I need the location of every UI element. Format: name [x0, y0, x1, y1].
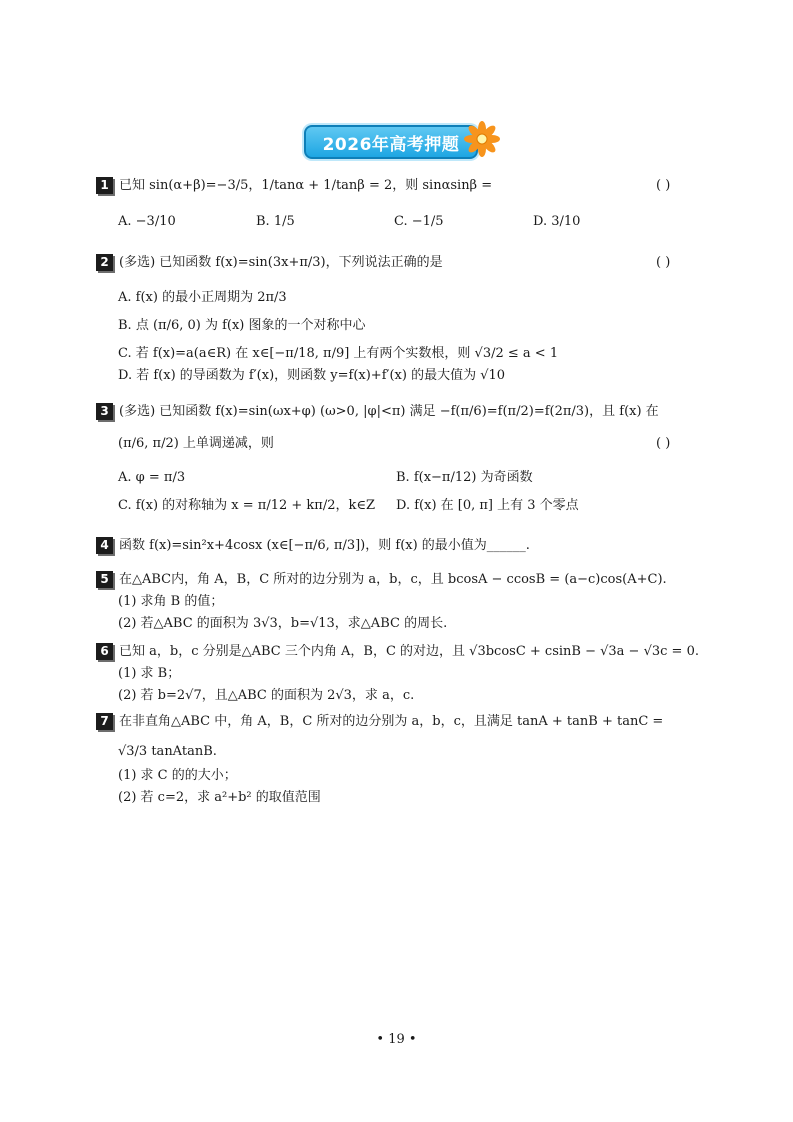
- question-5-stem: [96, 570, 667, 590]
- page-number: • 19 •: [376, 1032, 417, 1047]
- answer-paren: ( ): [656, 255, 671, 270]
- question-4-stem: [96, 536, 530, 556]
- sub-question: (2) 若△ABC 的面积为 3√3，b=√13，求△ABC 的周长.: [118, 616, 448, 631]
- sub-question: (2) 若 c=2，求 a²+b² 的取值范围: [118, 790, 321, 805]
- question-1-stem: [96, 176, 492, 196]
- option-a: A. φ = π/3: [118, 470, 186, 485]
- question-number: 3: [96, 403, 113, 420]
- answer-paren: ( ): [656, 436, 671, 451]
- sub-question: (1) 求 C 的的大小；: [118, 768, 237, 783]
- question-text: 已知 sin(α+β)=−3/5，1/tanα + 1/tanβ = 2，则 sinαsinβ =: [119, 178, 493, 193]
- option-d: D. 3/10: [533, 214, 581, 229]
- option-c: C. 若 f(x)=a(a∈R) 在 x∈[−π/18, π/9] 上有两个实数根，则 √3/2 ≤ a < 1: [118, 346, 559, 361]
- title-banner: [304, 121, 494, 157]
- question-number: 5: [96, 571, 113, 588]
- page-title: 2026年高考押题: [304, 125, 478, 159]
- option-c: C. −1/5: [394, 214, 444, 229]
- answer-paren: ( ): [656, 178, 671, 193]
- option-b: B. 1/5: [256, 214, 295, 229]
- option-b: B. 点 (π/6, 0) 为 f(x) 图象的一个对称中心: [118, 318, 366, 333]
- question-3-stem-cont: (π/6, π/2) 上单调递减，则: [118, 436, 274, 451]
- question-7-stem-cont: √3/3 tanAtanB.: [118, 744, 217, 759]
- question-3-stem: [96, 402, 659, 422]
- option-d: D. 若 f(x) 的导函数为 f′(x)，则函数 y=f(x)+f′(x) 的最大值为 √10: [118, 368, 506, 383]
- sub-question: (2) 若 b=2√7，且△ABC 的面积为 2√3，求 a，c.: [118, 688, 415, 703]
- question-text: 函数 f(x)=sin²x+4cosx (x∈[−π/6, π/3])，则 f(x) 的最小值为______.: [119, 538, 530, 553]
- question-7-stem: [96, 712, 663, 732]
- option-d: D. f(x) 在 [0, π] 上有 3 个零点: [396, 498, 579, 513]
- question-text: 在非直角△ABC 中，角 A，B，C 所对的边分别为 a，b，c，且满足 tanA + tanB + tanC =: [119, 714, 664, 729]
- question-2-stem: [96, 253, 443, 273]
- question-text: 在△ABC内，角 A，B，C 所对的边分别为 a，b，c，且 bcosA − ccosB = (a−c)cos(A+C).: [119, 572, 667, 587]
- question-text: 已知 a，b，c 分别是△ABC 三个内角 A，B，C 的对边，且 √3bcosC + csinB − √3a − √3c = 0.: [119, 644, 699, 659]
- question-number: 6: [96, 643, 113, 660]
- question-text: (多选) 已知函数 f(x)=sin(3x+π/3)，下列说法正确的是: [119, 255, 443, 270]
- question-number: 7: [96, 713, 113, 730]
- option-a: A. −3/10: [118, 214, 176, 229]
- flower-icon: [464, 121, 500, 157]
- sub-question: (1) 求角 B 的值；: [118, 594, 224, 609]
- option-b: B. f(x−π/12) 为奇函数: [396, 470, 533, 485]
- option-c: C. f(x) 的对称轴为 x = π/12 + kπ/2，k∈Z: [118, 498, 376, 513]
- question-text: (多选) 已知函数 f(x)=sin(ωx+φ) (ω>0, |φ|<π) 满足 −f(π/6)=f(π/2)=f(2π/3)，且 f(x) 在: [119, 404, 659, 419]
- sub-question: (1) 求 B；: [118, 666, 181, 681]
- question-6-stem: [96, 642, 699, 662]
- question-number: 2: [96, 254, 113, 271]
- question-number: 1: [96, 177, 113, 194]
- option-a: A. f(x) 的最小正周期为 2π/3: [118, 290, 287, 305]
- question-number: 4: [96, 537, 113, 554]
